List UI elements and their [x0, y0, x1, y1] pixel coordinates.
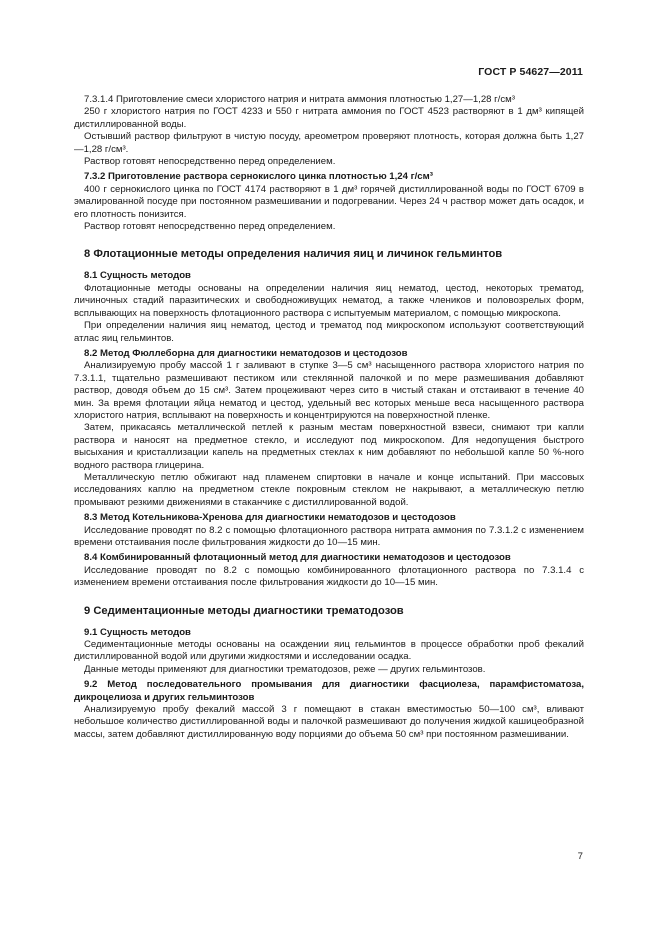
- paragraph: Флотационные методы основаны на определении наличия яиц нематод, цестод, некоторых трематод, личиночных стадий паразитических и свободноживущих нематод, а также члеников и половозрелых форм, всплывающих на поверхность флотационного раствора с испытуемым материалом, с помощью микроскопа.: [74, 282, 584, 319]
- paragraph: Анализируемую пробу фекалий массой 3 г помещают в стакан вместимостью 50—100 см³, вливают небольшое количество дистиллированной воды и палочкой размешивают до получения жидкой кашицеобразной массы, затем добавляют дистиллированную воду порциями до объема 50 см³ при постоянном размешивании.: [74, 704, 584, 740]
- subsection-heading: 8.4 Комбинированный флотационный метод для диагностики нематодозов и цестодозов: [84, 552, 511, 564]
- page-number: 7: [577, 851, 583, 862]
- paragraph: Металлическую петлю обжигают над пламенем спиртовки в начале и конце испытаний. При массовых исследованиях каплю на предметном стекле покровным стеклом не накрывают, а металлическую петлю промывают резкими движениями в стаканчике с дистиллированной водой.: [74, 471, 584, 508]
- subsection-heading: 9.2 Метод последовательного промывания для диагностики фасциолеза, парамфистоматоза, дикроцелиоза и других гельминтозов: [74, 679, 584, 703]
- subsection-heading: 8.1 Сущность методов: [84, 270, 191, 282]
- paragraph: Раствор готовят непосредственно перед определением.: [84, 156, 336, 168]
- document-header-id: ГОСТ Р 54627—2011: [478, 66, 583, 78]
- paragraph: Анализируемую пробу массой 1 г заливают в ступке 3—5 см³ насыщенного раствора хлористого натрия по 7.3.1.1, тщательно размешивают пестиком или стеклянной палочкой и по мере размешивания добавляют раствор, доводя объем до 15 см³. Затем процеживают через сито в чистый стакан и отстаивают в течение 40 мин. За время флотации яйца нематод и цестод, удельный вес которых меньше веса насыщенного раствора хлористого натрия, всплывают на поверхность и концентрируются на поверхностной пленке.: [74, 360, 584, 421]
- paragraph: Остывший раствор фильтруют в чистую посуду, ареометром проверяют плотность, которая должна быть 1,27—1,28 г/см³.: [74, 131, 584, 155]
- paragraph: Раствор готовят непосредственно перед определением.: [84, 221, 336, 233]
- paragraph: Седиментационные методы основаны на осаждении яиц гельминтов в процессе обработки проб фекалий дистиллированной водой или другими жидкостями и исследовании осадка.: [74, 639, 584, 663]
- section-heading: 9 Седиментационные методы диагностики трематодозов: [84, 604, 404, 617]
- paragraph: Данные методы применяют для диагностики трематодозов, реже — других гельминтозов.: [84, 663, 486, 675]
- subsection-heading: 7.3.2 Приготовление раствора сернокислого цинка плотностью 1,24 г/см³: [84, 171, 433, 183]
- paragraph: 250 г хлористого натрия по ГОСТ 4233 и 550 г нитрата аммония по ГОСТ 4523 растворяют в 1 дм³ кипящей дистиллированной воды.: [74, 106, 584, 130]
- subsection-heading: 8.3 Метод Котельникова-Хренова для диагностики нематодозов и цестодозов: [84, 512, 456, 524]
- subsection-heading: 9.1 Сущность методов: [84, 626, 191, 638]
- paragraph: При определении наличия яиц нематод, цестод и трематод под микроскопом используют соответствующий атлас яиц гельминтов.: [74, 320, 584, 344]
- subsection-heading: 8.2 Метод Фюллеборна для диагностики нематодозов и цестодозов: [84, 347, 408, 359]
- paragraph: Исследование проводят по 8.2 с помощью комбинированного флотационного раствора по 7.3.1.4 с изменением времени отстаивания после фильтрования жидкости до 10—15 мин.: [74, 564, 584, 589]
- paragraph: Исследование проводят по 8.2 с помощью флотационного раствора нитрата аммония по 7.3.1.2 с изменением времени отстаивания после фильтрования жидкости до 10—15 мин.: [74, 524, 584, 548]
- section-heading: 8 Флотационные методы определения наличия яиц и личинок гельминтов: [84, 248, 503, 261]
- paragraph: 7.3.1.4 Приготовление смеси хлористого натрия и нитрата аммония плотностью 1,27—1,28 г/см³: [84, 94, 515, 105]
- paragraph: Затем, прикасаясь металлической петлей к разным местам поверхностной взвеси, снимают три капли раствора и наносят на предметное стекло, и исследуют под микроскопом. Для недопущения быстрого высыхания и кристаллизации капель на предметных стеклах к ним добавляют по небольшой капле 50 %-ного водного раствора глицерина.: [74, 422, 584, 471]
- document-body: [74, 94, 584, 741]
- paragraph: 400 г сернокислого цинка по ГОСТ 4174 растворяют в 1 дм³ горячей дистиллированной воды по ГОСТ 6709 в эмалированной посуде при постоянном размешивании и подогревании. Через 24 ч раствор может дать осадок, и его плотность понизится.: [74, 183, 584, 220]
